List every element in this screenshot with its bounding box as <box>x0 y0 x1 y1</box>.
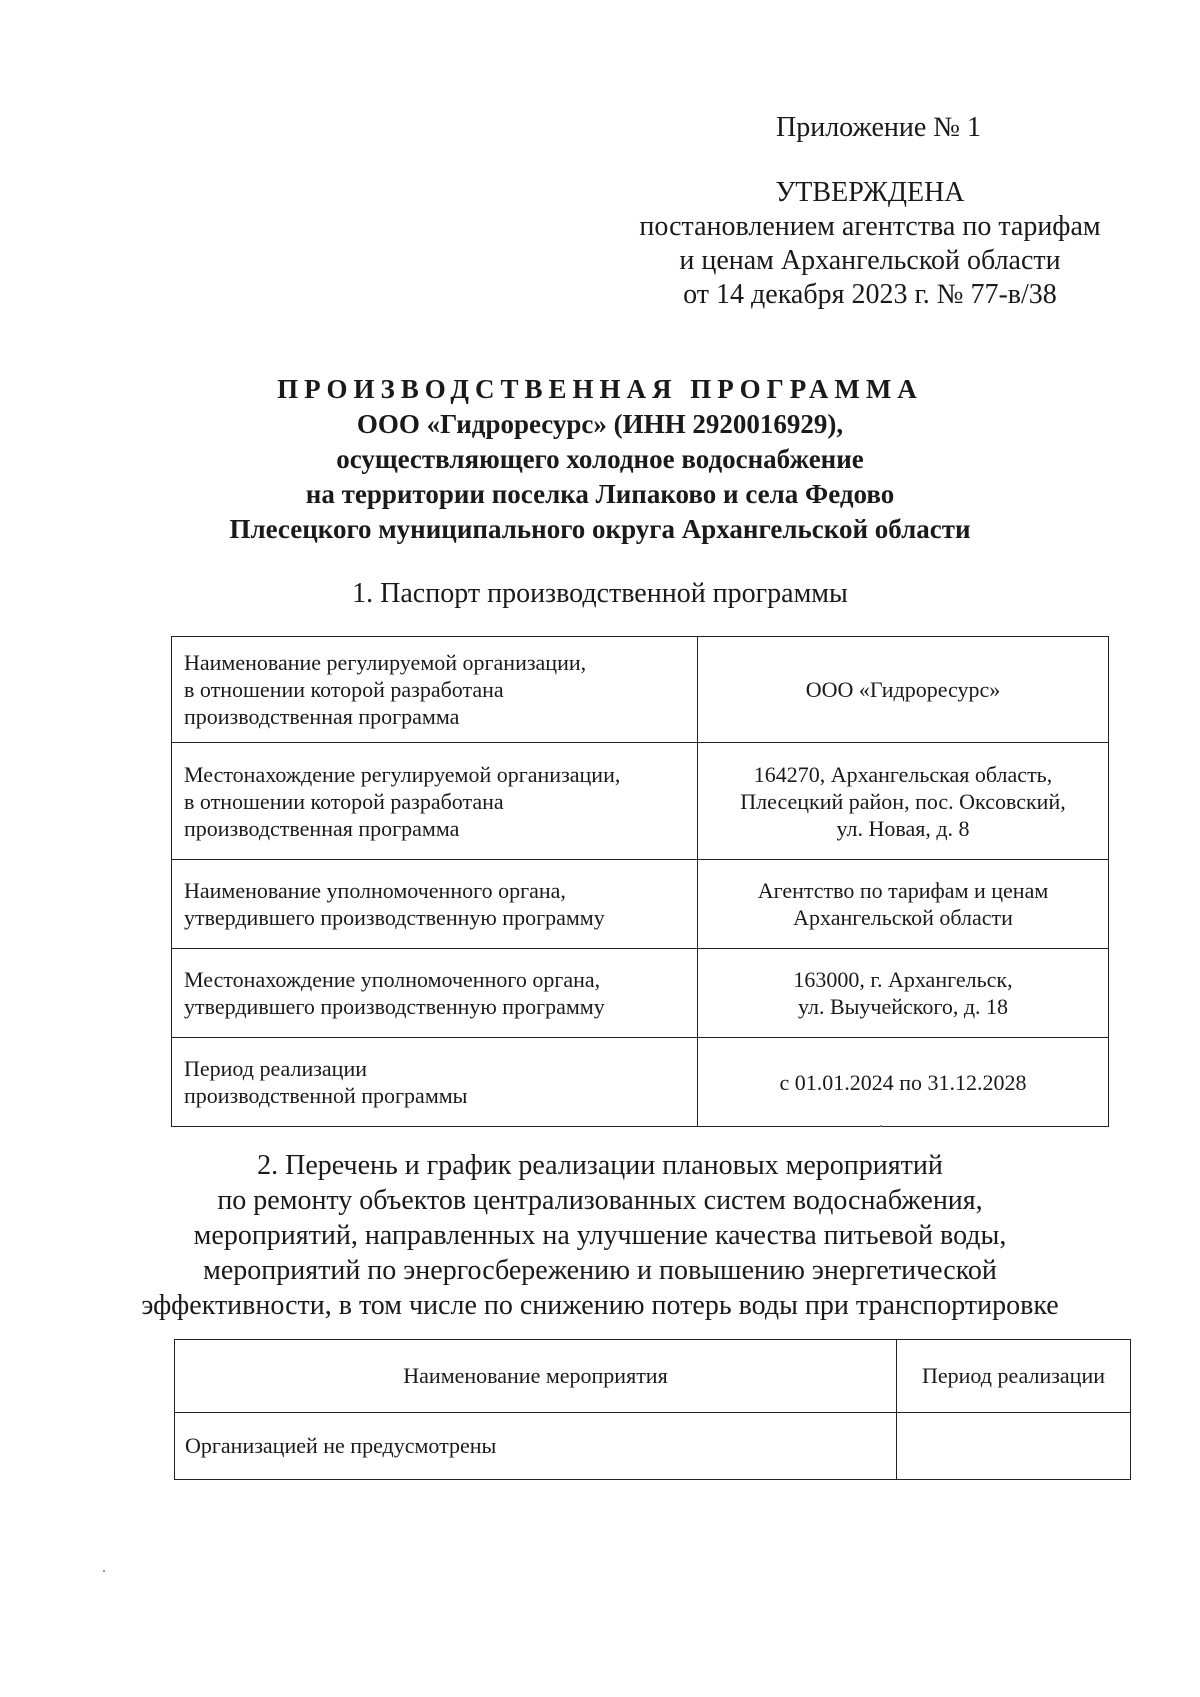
document-title <box>100 372 1100 547</box>
table-row <box>172 949 1109 1038</box>
scan-speck <box>880 1125 882 1127</box>
heading-line: 2. Перечень и график реализации плановых мероприятий <box>257 1150 943 1181</box>
table-row <box>172 860 1109 949</box>
activity-cell: Организацией не предусмотрены <box>175 1413 897 1480</box>
heading-line: эффективности, в том числе по снижению потерь воды при транспортировке <box>141 1290 1059 1321</box>
table-header-row <box>175 1340 1131 1413</box>
cell-line: 164270, Архангельская область, <box>753 761 1053 787</box>
cell-line: Наименование регулируемой организации, <box>184 650 587 675</box>
cell-line: Плесецкий район, пос. Оксовский, <box>740 788 1066 814</box>
cell-line: в отношении которой разработана <box>184 677 504 702</box>
title-line: осуществляющего холодное водоснабжение <box>336 444 864 474</box>
cell-line: ООО «Гидроресурс» <box>805 677 1001 702</box>
passport-label-cell <box>172 743 698 860</box>
column-header-activity: Наименование мероприятия <box>175 1340 897 1413</box>
activities-table <box>174 1339 1131 1480</box>
cell-line: ул. Новая, д. 8 <box>836 815 970 841</box>
appendix-label: Приложение № 1 <box>776 112 981 143</box>
period-cell <box>897 1413 1131 1480</box>
section-2-heading <box>100 1148 1100 1323</box>
title-line: на территории поселка Липаково и села Федово <box>305 479 895 509</box>
cell-line: Агентство по тарифам и ценам <box>757 878 1049 903</box>
cell-line: Местонахождение регулируемой организации, <box>184 761 621 787</box>
cell-line: Наименование уполномоченного органа, <box>184 878 566 903</box>
cell-line: ул. Выучейского, д. 18 <box>797 994 1009 1019</box>
passport-value-cell <box>698 949 1109 1038</box>
heading-line: мероприятий по энергосбережению и повышению энергетической <box>203 1255 997 1286</box>
table-row <box>172 1038 1109 1127</box>
approval-line: УТВЕРЖДЕНА <box>775 177 965 208</box>
title-line: ПРОИЗВОДСТВЕННАЯ ПРОГРАММА <box>277 374 923 404</box>
scan-speck <box>103 1570 105 1572</box>
cell-line: производственная программа <box>184 815 460 841</box>
passport-label-cell <box>172 860 698 949</box>
title-line: Плесецкого муниципального округа Архангельской области <box>229 514 971 544</box>
cell-line: Местонахождение уполномоченного органа, <box>184 967 601 992</box>
column-header-period: Период реализации <box>897 1340 1131 1413</box>
passport-value-cell <box>698 1038 1109 1127</box>
section-1-heading: 1. Паспорт производственной программы <box>352 578 848 609</box>
cell-line: с 01.01.2024 по 31.12.2028 <box>779 1069 1027 1095</box>
table-row <box>172 743 1109 860</box>
passport-value-cell <box>698 743 1109 860</box>
passport-label-cell <box>172 637 698 743</box>
cell-line: утвердившего производственную программу <box>184 905 605 930</box>
passport-label-cell <box>172 949 698 1038</box>
cell-line: утвердившего производственную программу <box>184 994 605 1019</box>
approval-line: от 14 декабря 2023 г. № 77-в/38 <box>683 279 1057 310</box>
approval-line: постановлением агентства по тарифам <box>639 211 1101 242</box>
cell-line: Период реализации <box>184 1056 368 1081</box>
heading-line: мероприятий, направленных на улучшение качества питьевой воды, <box>193 1220 1007 1251</box>
approval-stamp <box>600 176 1140 312</box>
cell-line: производственной программы <box>184 1083 468 1108</box>
heading-line: по ремонту объектов централизованных систем водоснабжения, <box>217 1185 983 1216</box>
title-line: ООО «Гидроресурс» (ИНН 2920016929), <box>356 409 844 439</box>
passport-value-cell <box>698 637 1109 743</box>
cell-line: Архангельской области <box>793 905 1013 930</box>
passport-table <box>171 636 1109 1127</box>
cell-line: в отношении которой разработана <box>184 788 504 814</box>
cell-line: производственная программа <box>184 704 460 729</box>
approval-line: и ценам Архангельской области <box>679 245 1061 276</box>
table-row <box>172 637 1109 743</box>
passport-label-cell <box>172 1038 698 1127</box>
table-row <box>175 1413 1131 1480</box>
passport-value-cell <box>698 860 1109 949</box>
cell-line: 163000, г. Архангельск, <box>793 967 1013 992</box>
